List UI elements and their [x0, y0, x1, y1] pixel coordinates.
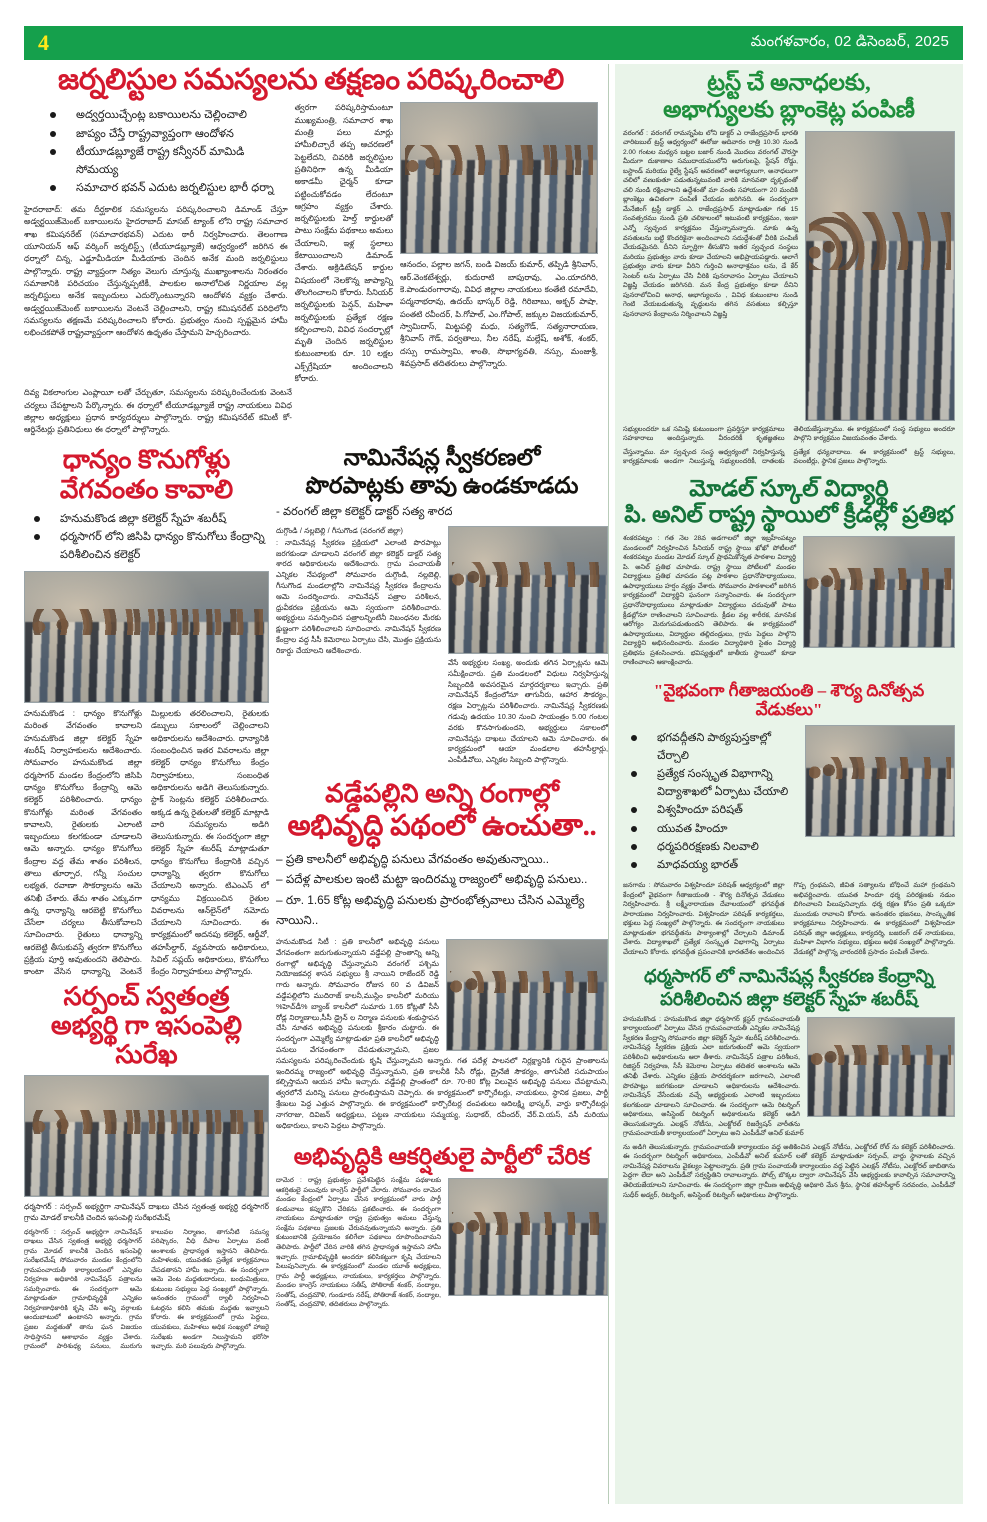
nominations-body-left: : నామినేషన్ల స్వీకరణ ప్రక్రియలో ఎలాంటి పొరపాట్లు జరగకుండా చూడాలని వరంగల్ జిల్లా కలెక్టర్ డాక్టర్ సత్య శారద అధికారులను ఆదేశించారు. గ్రామ పంచాయతీ ఎన్నికల నేపథ్యంలో సోమవారం దుగ్గొండి, నల్లబెల్లి, గీసుగొండ మండలాల్లోని నామినేషన్ల స్వీకరణ కేంద్రాలను ఆమె సందర్శించారు. నామినేషన్ పత్రాల పరిశీలన, ధ్రువీకరణ ప్రక్రియను ఆమె స్వయంగా పరిశీలించారు. అభ్యర్థులు సమర్పించిన పత్రాలన్నింటినీ నిబంధనల మేరకు క్షుణ్ణంగా పరిశీలించాలని సూచించారు. నామినేషన్ స్వీకరణ కేంద్రాల వద్ద సీసీ కెమెరాలు ఏర్పాటు చేసి, మొత్తం ప్రక్రియను రికార్డు చేయాలని ఆదేశించారు.: [276, 537, 441, 655]
article-model-school: [623, 476, 955, 672]
article-gita-jayanti: [623, 681, 955, 958]
journalists-body-col2: త్వరగా పరిష్కరిస్తామంటూ ముఖ్యమంత్రి, సమాచార శాఖ మంత్రి పలు మార్లు హామీలిచ్చారే తప్ప ఆచరణలో పెట్టలేదని, చివరికి జర్నలిస్టుల ప్రతినిధిగా ఉన్న మీడియా అకాడమీ ఛైర్మన్ కూడా పట్టించుకోవడం లేదంటూ ఆగ్రహం వ్యక్తం చేశారు. జర్నలిస్టులకు హెల్త్ కార్డులతో పాటు సంక్షేమ పథకాలు అమలు చేయాలని, ఇళ్ల స్థలాలు కేటాయించాలని డిమాండ్ చేశారు. అక్రిడిటేషన్ కార్డుల విషయంలో నెలకొన్న జాప్యాన్ని తొలగించాలని కోరారు. సీనియర్ జర్నలిస్టులకు పెన్షన్, మహిళా జర్నలిస్టులకు ప్రత్యేక రక్షణ కల్పించాలని, వివిధ సందర్భాల్లో మృతి చెందిన జర్నలిస్టుల కుటుంబాలకు రూ. 10 లక్షల ఎక్స్‌గ్రేషియా అందించాలని కోరారు.: [294, 103, 393, 383]
grain-body: హనుమకొండ : ధాన్యం కొనుగోళ్లు మరింత వేగవంతం కావాలని హనుమకొండ జిల్లా కలెక్టర్ స్నేహ శబరీష్ నిర్వాహకులను ఆదేశించారు. సోమవారం హనుమకొండ జిల్లా ధర్మసాగర్ మండల కేంద్రంలోని జిసిపి ధాన్యం కొనుగోలు కేంద్రాన్ని ఆమె కలెక్టర్ పరిశీలించారు. ధాన్యం కొనుగోళ్లు మరింత వేగవంతం కావాలని, రైతులకు ఎలాంటి ఇబ్బందులు కలగకుండా చూడాలని ఆమె అన్నారు. ధాన్యం కొనుగోలు కేంద్రాల వద్ద తేమ శాతం పరిశీలన, తాలు తూర్పార, గన్నీ సంచుల లభ్యత, రవాణా సౌకర్యాలను ఆమె తనిఖీ చేశారు. తేమ శాతం ఎక్కువగా ఉన్న ధాన్యాన్ని ఆరబెట్టి కొనుగోలు చేసేలా చర్యలు తీసుకోవాలని సూచించారు. రైతులు ధాన్యాన్ని ఆరబెట్టి తీసుకువస్తే త్వరగా కొనుగోలు ప్రక్రియ పూర్తి అవుతుందని తెలిపారు. కాంటా వేసిన ధాన్యాన్ని వెంటనే మిల్లులకు తరలించాలని, రైతులకు డబ్బులు సకాలంలో చెల్లించాలని అధికారులను ఆదేశించారు. ధాన్యానికి సంబంధించిన ఇతర వివరాలను జిల్లా కలెక్టర్ ధాన్యం కొనుగోలు కేంద్రం నిర్వాహకులు, సంబంధిత అధికారులను అడిగి తెలుసుకున్నారు. స్టాక్ సెంట్లను కలెక్టర్ పరిశీలించారు. అక్కడ ఉన్న రైతులతో కలెక్టర్ మాట్లాడి వారి సమస్యలను అడిగి తెలుసుకున్నారు. ఈ సందర్భంగా జిల్లా కలెక్టర్ స్నేహ శబరీష్ మాట్లాడుతూ ధాన్యం కొనుగోలు కేంద్రానికి వచ్చిన ధాన్యాన్ని త్వరగా కొనుగోలు చేయాలని అన్నారు. టిఎంఎస్ లో ధాన్యము విక్రయించిన రైతుల వివరాలను ఆన్‌లైన్‌లో నమోదు చేయాలని సూచించారు. ఈ కార్యక్రమంలో అదనపు కలెక్టర్, ఆర్డీవో, తహసీల్దార్, వ్యవసాయ అధికారులు, సివిల్ సప్లయ్ అధికారులు, కొనుగోలు కేంద్రం నిర్వాహకులు పాల్గొన్నారు.: [24, 709, 269, 977]
article-sarpanch: [24, 982, 269, 1356]
trust-body-part1: వరంగల్ : వరంగల్ రామన్నపేట లోని డాక్టర్ ఎ రాజేంద్రప్రసాద్ భారతి చారిటబుల్ ట్రస్ట్ ఆధ్వర్యంలో ఈరోజు ఆదివారం రాత్రి 10.30 నుండి 2.00 గంటల మధ్యన బట్టల బజార్ నుండి మొదలు వరంగల్ చౌరస్తా మీదుగా దుకాణాల సముదాయములోని అరుగులపై, స్టేషన్ రోడ్డు, బస్టాండ్ మరియు రైల్వే స్టేషన్ ఆవరణలో అభాగ్యులుగా, అనాధలుగా చలిలో వణుకుతూ పడుతున్నటువంటి వారికి మానవతా దృక్పథంతో చలి నుండి రక్షించాలని ఉద్దేశంతో మా వంతు సహాయంగా 20 మందికి బ్లాంకెట్లు ఉచితంగా పంపిణీ చేయడం జరిగినది. ఈ సందర్భంగా మేనేజింగ్ ట్రస్టీ డాక్టర్ .ఎ. రాజేంద్రప్రసాద్ మాట్లాడుతూ గత 15 సంవత్సరము నుండి ప్రతి చలికాలంలో ఇటువంటి కార్యక్రమం, ఇంకా ఎన్నో స్వచ్ఛంద కార్యక్రమం చేస్తున్నామన్నారు. మాకు ఉన్న వసతులను బట్టి కొందరికైనా అందించాలని సదుద్దేశంతో వీరికి పంపిణీ చేయడమైనది. దీనిని స్ఫూర్తిగా తీసుకొని ఇతర స్వచ్ఛంద సంస్థలు మరియు ప్రభుత్వం వారు కూడా చేయాలని అభిప్రాయపడ్డారు. అలాగే ప్రభుత్వం వారు కూడా వీరిని గుర్తించి అనాధాశ్రమం లను, డే కేర్ సెంటర్ లను ఏర్పాటు చేసి వీరికి పునరావాసం ఏర్పాటు చేయాలని విజ్ఞప్తి చేయడం జరిగినది. మన కేంద్ర ప్రభుత్వం కూడా దీనిని పునరాలోచించి అనాధ, అభాగ్యులను , వివిధ కుటుంబాల నుండి గెంటి వేయబడుతున్న వృద్ధులను తగిన వసతులు కల్పిస్తూ పునరావాస కేంద్రాలను నిర్మించాలని విజ్ఞప్తి: [623, 129, 798, 318]
dharmasagar-collector-visit-photo: [807, 1017, 955, 1117]
nominations-headline-line2: పొరపాట్లకు తావు ఉండకూడదు: [305, 473, 579, 499]
grain-headline-line2: వేగవంతం కావాలి: [59, 474, 234, 504]
journalists-body-col1: హైదరాబాద్: తమ దీర్ఘకాలిక సమస్యలను పరిష్కరించాలని డిమాండ్ చేస్తూ అడ్వర్టయిజ్‌మెంట్ బకాయిలను హైదరాబాద్ మాసబ్ ట్యాంక్ లోని రాష్ట్ర సమాచార శాఖ కమిషనరేట్ (సమాచారభవన్) ఎదుట ఠారీ నిర్వహించారు. తెలంగాణ యూనియన్ ఆఫ్ వర్కింగ్ జర్నలిస్ట్స్ (టీయూడబ్ల్యూజే) ఆధ్వర్యంలో జరిగిన ఈ ధర్నాలో చిన్న, ఎడ్జూమీడియా మీడియాకు చెందిన అనేక మంది జర్నలిస్టులు పాల్గొన్నారు. రాష్ట్ర వ్యాప్తంగా నిత్యం వెలుగు చూస్తున్న ముఖ్యాంశాలను నిరంతరం సమాజానికి పరిచయం చేస్తున్నప్పటికీ, పాలకుల అనాలోచిత నిర్ణయాల వల్ల జర్నలిస్టులు అనేక ఇబ్బందులు ఎదుర్కొంటున్నారని ఆందోళన వ్యక్తం చేశారు. అడ్వర్టయిజ్‌మెంట్ బకాయిలను వెంటనే చెల్లించాలని, రాష్ట్ర కమిషనరేట్ పరిధిలోని సమస్యలను తక్షణమే పరిష్కరించాలని కోరారు. ప్రభుత్వం నుంచి స్పష్టమైన హామీ లభించకపోతే రాష్ట్రవ్యాప్తంగా ఆందోళన ఉధృతం చేస్తామని హెచ్చరించారు.: [24, 205, 288, 338]
party-join-headline: అభివృద్ధికి ఆకర్షితులై పార్టీలో చేరిక: [293, 1144, 591, 1170]
party-joining-photo: [448, 1178, 608, 1296]
right-panel: [615, 64, 963, 1504]
grain-procurement-centre-photo: [24, 571, 269, 703]
nominations-scrutiny-photo: [448, 526, 608, 654]
vaddepalli-headline-line2: అభివృద్ధి పథంలో ఉంచుతా..: [287, 810, 597, 843]
trust-headline-line1: ట్రస్ట్ చే అనాధలకు,: [707, 70, 871, 95]
list-item: – ప్రతి కాలనీలో అభివృద్ధి పనులు వేగవంతం అవుతున్నాయి..: [276, 849, 608, 870]
sarpanch-headline-line2: అభ్యర్థి గా ఇసంపెల్లి సురేఖ: [50, 1011, 243, 1070]
grain-bullet-list: [24, 510, 269, 564]
grain-headline-line1: ధాన్యం కొనుగోళ్లు: [62, 445, 231, 475]
publication-date: మంగళవారం, 02 డిసెంబర్, 2025: [750, 32, 949, 50]
main-content-zone: [24, 64, 608, 1504]
list-item: విశ్వహిందూ పరిషత్: [631, 801, 798, 819]
trust-body-part2: సభ్యులందరూ ఒక సమిష్టి కుటుంబంగా ప్రవర్తిస్తూ కార్యక్రమాలు సహకారాలు అందిస్తున్నారు. వీరందరికీ కృతజ్ఞతలు తెలియజేస్తున్నాము. ఈ కార్యక్రమంలో సంస్థ సభ్యులు అందరూ పాల్గొని కార్యక్రమం విజయవంతం చేశారు.: [623, 425, 955, 443]
vaddepalli-dash-list: [276, 849, 608, 932]
list-item: సమాచార భవన్ ఎదుట జర్నలిస్టుల భారీ ధర్నా: [50, 179, 288, 197]
blanket-distribution-photo: [805, 131, 955, 421]
list-item: – పదేళ్ల పాలకుల ఇంటి మట్టా ఇందిరమ్మ రాజ్యంలో అభివృద్ధి పనులు..: [276, 869, 608, 890]
article-party-join: [276, 1144, 608, 1313]
list-item: ప్రత్యేక సంస్కృత విభాగాన్ని విద్యాశాఖలో ఏర్పాటు చేయాలి: [631, 765, 798, 801]
article-vaddepalli: [276, 779, 608, 1135]
trust-body-part3: చేస్తున్నాము. మా స్వచ్ఛంద సంస్థ ఆధ్వర్యంలో నిర్వహిస్తున్న కార్యక్రమాలకు అండగా నిలుస్తున్న సభ్యులందరికీ, దాతలకు ప్రత్యేక ధన్యవాదాలు. ఈ కార్యక్రమంలో ట్రస్ట్ సభ్యులు, వలంటీర్లు, స్థానిక ప్రజలు పాల్గొన్నారు.: [623, 448, 955, 466]
list-item: హనుమకొండ జిల్లా కలెక్టర్ స్నేహ శబరీష్: [34, 510, 269, 528]
article-grain: [24, 445, 269, 982]
sarpanch-body: ధర్మసాగర్ : సర్పంచ్ అభ్యర్థిగా నామినేషన్ దాఖలు చేసిన స్వతంత్ర అభ్యర్థి ధర్మసాగర్ గ్రామ మోడల్ కాలనీకి చెందిన ఇసంపెల్లి సురేఖరమేష్ సోమవారం మండల కేంద్రంలోని గ్రామపంచాయతీ కార్యాలయంలో ఎన్నికల నిర్వహణ అధికారికి నామినేషన్ పత్రాలను సమర్పించారు. ఈ సందర్భంగా ఆమె మాట్లాడుతూ గ్రామాభివృద్ధికి ఎన్నికల నిర్వహణాధికారికి కృషి చేసి అన్ని వర్గాలకు అందుబాటులో ఉంటానని అన్నారు. గ్రామ ప్రజల మద్దతుతో తాను ఘన విజయం సాధిస్తానని ఆశాభావం వ్యక్తం చేశారు. గ్రామంలో పారిశుధ్య పనులు, మురుగు కాలువల నిర్మాణం, తాగునీటి సమస్య పరిష్కారం, వీధి దీపాల ఏర్పాటు వంటి అంశాలకు ప్రాధాన్యత ఇస్తానని తెలిపారు. మహిళలకు, యువతకు ప్రత్యేక కార్యక్రమాలు చేపడతానని హామీ ఇచ్చారు. ఈ సందర్భంగా ఆమె వెంట మద్దతుదారులు, బంధుమిత్రులు, కుటుంబ సభ్యులు పెద్ద సంఖ్యలో పాల్గొన్నారు. అనంతరం గ్రామంలో ర్యాలీ నిర్వహించి ఓటర్లను కలిసి తమకు మద్దతు ఇవ్వాలని కోరారు. ఈ కార్యక్రమంలో గ్రామ పెద్దలు, యువకులు, మహిళలు అధిక సంఖ్యలో హాజరై సురేఖకు అండగా నిలుస్తామని భరోసా ఇచ్చారు. మరి పలువురు పాల్గొన్నారు.: [24, 1228, 269, 1351]
gita-jayanti-headline: "వైభవంగా గీతాజయంతి – శౌర్య దినోత్సవ వేడుకలు": [653, 680, 925, 719]
sarpanch-headline-line1: సర్పంచ్ స్వతంత్ర: [63, 982, 230, 1011]
dharmasagar-body-part2: ను అడిగి తెలుసుకున్నారు. గ్రామపంచాయతీ కార్యాలయం వద్ద అతికించిన ఎలక్షన్ నోటీసు, ఎలక్టోరల్ రోల్ ను కలెక్టర్ పరిశీలించారు. ఈ సందర్భంగా రిటర్నింగ్ అధికారులు, ఎంపీడీవో అనిల్ కుమార్ లతో కలెక్టర్ మాట్లాడుతూ సర్పంచ్, వార్డు స్థానాలకు వచ్చిన నామినేషన్ల వివరాలను వైకల్యం పెట్టాలన్నారు. ప్రతి గ్రామ పంచాయతీ కార్యాలయం వద్ద పెట్టిన ఎలక్షన్ నోటీసు, ఎలక్టోరల్ జాబితాను పెద్దగా లేదా అని ఎంపీడీవో సర్వస్థితిని రావాలన్నారు. పోల్స్ బొక్కల ద్వారా నామినేషన్ వేసి అభ్యర్థులకు కావాల్సిన సమాచారాన్ని తెలియజేయాలని సూచించారు. ఈ సందర్భంగా జిల్లా గ్రామీణ అభివృద్ధి అధికారి మేన శ్రీను, స్థానిక తహసీల్దార్ సరవందం, ఎంపీడీవో సుధీర్ అడ్వర్, రిటర్నింగ్, అసిస్టెంట్ రిటర్నింగ్ అధికారులు పాల్గొన్నారు.: [623, 1143, 955, 1199]
dharmasagar-body-part1: హనుమకొండ : హనుమకొండ జిల్లా ధర్మసాగర్ క్లస్టర్ గ్రామపంచాయతీ కార్యాలయంలో ఏర్పాటు చేసిన గ్రామపంచాయతీ ఎన్నికల నామినేషన్ల స్వీకరణ కేంద్రాన్ని సోమవారం జిల్లా కలెక్టర్ స్నేహ శబరీష్ పరిశీలించారు. నామినేషన్ల స్వీకరణ ప్రక్రియ ఎలా జరుగుతుందో ఆమె స్వయంగా పరిశీలించి అధికారులను ఆరా తీశారు. నామినేషన్ పత్రాల పరిశీలన, రిజిస్టర్ నిర్వహణ, సీసీ కెమెరాల ఏర్పాటు తదితర అంశాలను ఆమె తనిఖీ చేశారు. ఎన్నికల ప్రక్రియ పారదర్శకంగా జరగాలని, ఎలాంటి పొరపాట్లు జరగకుండా చూడాలని అధికారులను ఆదేశించారు. నామినేషన్ వేసేందుకు వచ్చే అభ్యర్థులకు ఎలాంటి ఇబ్బందులు కలగకుండా చూడాలని సూచించారు. ఈ సందర్భంగా ఆమె రిటర్నింగ్ అధికారులు, అసిస్టెంట్ రిటర్నింగ్ అధికారులను కలెక్టర్ అడిగి తెలుసుకున్నారు. ఎలక్షన్ నోటీసు, ఎలక్టోరల్ రిజర్వేషన్ వారీతను గ్రామపంచాయతీ కార్యాలయంలో ఏర్పాటు అని ఎంపీడీవో అనిల్ కుమార్: [623, 1015, 804, 1138]
list-item: టీయూడబ్ల్యూజే రాష్ట్ర కన్వీనర్ మామిడి సోమయ్య: [50, 143, 288, 179]
model-school-body: శంకరపట్నం : గత నెల 28వ అడగాలలో జిల్లా ఇబ్రహీంపట్నం మండలంలో నిర్వహించిన సీనియర్ రాష్ట్ర స్థాయి ఖోఖో పోటీలలో శంకరపట్నం మండల మోడల్ స్కూల్ ప్రాథమికోన్నత పాఠశాల విద్యార్థి పి. అనిల్ ప్రతిభ చూపాడు. రాష్ట్ర స్థాయి పోటీలలో మండల విద్యార్థులు ప్రతిభ చూపడం పట్ల పాఠశాల ప్రధానోపాధ్యాయులు, ఉపాధ్యాయులు హర్షం వ్యక్తం చేశారు. సోమవారం పాఠశాలలో జరిగిన కార్యక్రమంలో విద్యార్థిని ఘనంగా సన్మానించారు. ఈ సందర్భంగా ప్రధానోపాధ్యాయులు మాట్లాడుతూ విద్యార్థులు చదువుతో పాటు క్రీడల్లోనూ రాణించాలని సూచించారు. క్రీడల వల్ల శారీరక, మానసిక ఆరోగ్యం మెరుగుపడుతుందని తెలిపారు. ఈ కార్యక్రమంలో ఉపాధ్యాయులు, విద్యార్థుల తల్లిదండ్రులు, గ్రామ పెద్దలు పాల్గొని విద్యార్థిని అభినందించారు. మండల విద్యాధికారి సైతం విద్యార్థి ప్రతిభను ప్రశంసించారు. భవిష్యత్తులో జాతీయ స్థాయిలో కూడా రాణించాలని ఆకాంక్షించారు.: [623, 535, 796, 667]
list-item: ధర్మపరిరక్షణకు నిలవాలి: [631, 838, 798, 856]
journalists-body-tail: దివ్య వికలాంగుల ఎంప్లాయీ లతో చేర్చుతూ, సమస్యలను పరిష్కరించేందుకు వెంటనే చర్యలు చేపట్టాలని పేర్కొన్నారు. ఈ ధర్నాలో టీయూడబ్ల్యూజే రాష్ట్ర నాయకులు వివిధ జిల్లాల అధ్యక్షులు ప్రధాన కార్యదర్శులు పాల్గొన్నారు. రాష్ట్ర కమిషనరేట్ కమిటీ కో-ఆర్డినేటర్లు ప్రతినిధులు ఈ ధర్నాలో పాల్గొన్నారు.: [24, 388, 292, 435]
masthead-bar: [24, 26, 963, 60]
gita-jayanti-celebration-photo: [805, 725, 955, 837]
list-item: భగవద్గీతని పాఠ్యపుస్తకాల్లో చేర్చాలి: [631, 729, 798, 765]
article-journalists: [24, 64, 598, 436]
vaddepalli-body: హనుమకొండ సిటీ : ప్రతి కాలనీలో అభివృద్ధి పనులు వేగవంతంగా జరుగుతున్నాయని వడ్డేపల్లి ప్రాంతాన్ని అన్ని రంగాల్లో అభివృద్ధి చేస్తున్నామని వరంగల్ పశ్చిమ నియోజకవర్గ శాసన సభ్యులు శ్రీ నాయిని రాజేందర్ రెడ్డి గారు అన్నారు. సోమవారం రోజున 60 వ డివిజన్ వడ్డేపల్లిలోని ముదిరాజ్ కాలనీ,ముస్లిం కాలనీలో మరియు %హెచ్‌డీ% బ్యాంక్ కాలనీలో సుమారు 1.65 కోట్లతో సీసీ రోడ్ల నిర్మాణాలు,సీసీ డ్రైన్ ల నిర్మాణ పనులకు శంకుస్థాపన చేసి నూతన అభివృద్ధి పనులకు శ్రీకారం చుట్టారు. ఈ సందర్భంగా ఎమ్మెల్యే మాట్లాడుతూ ప్రతి కాలనీలో అభివృద్ధి పనులు వేగవంతంగా చేపడుతున్నామని, ప్రజల సమస్యలను పరిష్కరించేందుకు కృషి చేస్తున్నామని అన్నారు. గత పదేళ్ల పాలనలో నిర్లక్ష్యానికి గురైన ప్రాంతాలను ఇందిరమ్మ రాజ్యంలో అభివృద్ధి చేస్తున్నామని, ప్రతి కాలనీకి సీసీ రోడ్లు, డ్రైనేజీ సౌకర్యం, తాగునీటి సదుపాయం కల్పిస్తామని ఆయన హామీ ఇచ్చారు. వడ్డేపల్లి ప్రాంతంలో రూ. 70-80 కోట్ల విలువైన అభివృద్ధి పనులు చేపట్టామని, త్వరలోనే మరిన్ని పనులు ప్రారంభిస్తామని చెప్పారు. ఈ కార్యక్రమంలో కార్పొరేటర్లు, నాయకులు, స్థానిక ప్రజలు, పార్టీ శ్రేణులు పెద్ద ఎత్తున పాల్గొన్నారు. ఈ కార్యక్రమంలో కార్పొరేటర్ల దంపతులు ఆదిలక్ష్మి భాస్కర్, వార్డు కార్పొరేటర్లు నాగరాజు, దివిజన్ అధ్యక్షులు, పట్టణ నాయకులు సమ్మయ్య, సుధాకర్, రవీందర్, వేర్.వి.యస్, వసీ మరియు అధికారులు, కాలని పెద్దలు పాల్గొన్నారు.: [276, 937, 608, 1130]
list-item: యువత హిందూ: [631, 820, 798, 838]
list-item: ధర్మసాగర్ లోని జిసిపి ధాన్యం కొనుగోలు కేంద్రాన్ని పరిశీలించిన కలెక్టర్: [34, 528, 269, 564]
nominations-subhead: - వరంగల్ జిల్లా కలెక్టర్ డాక్టర్ సత్య శారద: [276, 505, 453, 518]
model-school-headline-line2: పి. అనిల్ రాష్ట్ర స్థాయిలో క్రీడల్లో ప్రతిభ: [624, 502, 954, 528]
column-divider: [608, 64, 609, 1504]
vaddepalli-development-photo: [446, 939, 608, 1051]
list-item: జాప్యం చేస్తే రాష్ట్రవ్యాప్తంగా ఆందోళన: [50, 125, 288, 143]
article-trust-blankets: [623, 70, 955, 467]
journalists-headline: జర్నలిస్టుల సమస్యలను తక్షణం పరిష్కరించాలి: [58, 64, 564, 96]
party-join-body: దామెర : రాష్ట్ర ప్రభుత్వం ప్రవేశపెట్టిన సంక్షేమ పథకాలకు ఆకర్షితులై పలువురు కాంగ్రెస్ పార్టీలో చేరారు. సోమవారం దామెర మండల కేంద్రంలో ఏర్పాటు చేసిన కార్యక్రమంలో వారు పార్టీ కండువాలు కప్పుకొని చేరికను ప్రకటించారు. ఈ సందర్భంగా నాయకులు మాట్లాడుతూ రాష్ట్ర ప్రభుత్వం అమలు చేస్తున్న సంక్షేమ పథకాలు ప్రజలకు చేరువవుతున్నాయని అన్నారు. ప్రతి కుటుంబానికి ప్రయోజనం కలిగేలా పథకాలు రూపొందించామని తెలిపారు. పార్టీలో చేరిన వారికి తగిన ప్రాధాన్యత ఇస్తామని హామీ ఇచ్చారు. గ్రామాభివృద్ధికి అందరూ కలిసికట్టుగా కృషి చేయాలని పిలుపునిచ్చారు. ఈ కార్యక్రమంలో మండల యూత్ అధ్యక్షులు, గ్రామ పార్టీ అధ్యక్షులు, నాయకులు, కార్యకర్తలు పాల్గొన్నారు. మండల కాంగ్రెస్ నాయకులు సతీష్, పోతిరాజ్ శంకర్, నంద్యాల, సంతోష్, చంద్రమౌళి, గుండూరు నరేష్, పోతిరాజ్ శంకర్, నంద్యాల, సంతోష్, చంద్రమౌళి, తదితరులు పాల్గొన్నారు.: [276, 1177, 441, 1309]
dharmasagar-headline-line2: పరిశీలించిన జిల్లా కలెక్టర్ స్నేహ శబరీష్: [660, 988, 918, 1009]
sarpanch-photo-caption: ధర్మసాగర్ : సర్పంచ్ అభ్యర్థిగా నామినేషన్ దాఖలు చేసిన స్వతంత్ర అభ్యర్థి ధర్మసాగర్ గ్రామ మోడల్ కాలనీకి చెందిన ఇసంపెల్లి సురేఖరమేష్: [24, 1202, 269, 1223]
model-school-headline-line1: మోడల్ స్కూల్ విద్యార్థి: [689, 475, 889, 501]
journalists-body-col3: ఆనందం, పల్లాల జగన్, బండి విజయ్ కుమార్, తప్పిడి శ్రీనివాస్, ఆర్.వెంకటేశ్వర్లు, కుదురాటి బాపురావు, ఎం.యాదగిరి, కె.పాండురంగారావు, వివిధ జిల్లాల నాయకులు కంతేటి రమాదేవి, పద్మనాభరావు, ఉదయ్ భాస్కర్ రెడ్డి, గిరిబాబు, అక్బర్ పాషా, పంతటి రవీందర్, పి.గోపాల్, ఎం.గోపాల్, జక్కుల విజయకుమార్, స్వామిదాస్, మిట్టపల్లి మధు, సత్యగౌడ్, సత్యనారాయణ, శ్రీనివాస్ గౌడ్, పర్వతాలు, నీల నరేష్, మల్లేష్, అశోక్, శంకర్, దస్సు రామస్వామి, శాంతి, సొభాగ్యవతి, నస్సు, మంజుశ్రీ, శివప్రసాద్ తదితరులు పాల్గొన్నారు.: [400, 260, 598, 368]
nominations-body-right: వేసే అభ్యర్థుల సంఖ్య, అందుకు తగిన ఏర్పాట్లను ఆమె సమీక్షించారు. ప్రతి మండలంలో విధులు నిర్వహిస్తున్న సిబ్బందికి అవసరమైన మార్గదర్శకాలు ఇచ్చారు. ప్రతి నామినేషన్ కేంద్రంలోనూ తాగునీరు, ఆహార సౌకర్యం, రక్షణ ఏర్పాట్లను పరిశీలించారు. నామినేషన్ల స్వీకరణకు గడువు ఉదయం 10.30 నుంచి సాయంత్రం 5.00 గంటల వరకు కొనసాగుతుందని, అభ్యర్థులు సకాలంలో నామినేషన్లు దాఖలు చేయాలని ఆమె సూచించారు. ఈ కార్యక్రమంలో ఆయా మండలాల తహసీల్దార్లు, ఎంపీడీవోలు, ఎన్నికల సిబ్బంది పాల్గొన్నారు.: [448, 657, 608, 765]
trust-headline-line2: అభాగ్యులకు బ్లాంకెట్ల పంపిణీ: [663, 96, 915, 122]
article-dharmasagar: [623, 966, 955, 1200]
dharmasagar-headline-line1: ధర్మసాగర్ లో నామినేషన్ల స్వీకరణ కేంద్రాన్ని: [644, 966, 934, 987]
page-number: 4: [38, 30, 49, 55]
list-item: మాధవయ్య భారత్: [631, 856, 798, 874]
middle-column: [276, 445, 608, 1322]
list-item: అద్వర్తయిచ్చేంట్ల బకాయిలను చెల్లించాలి: [50, 106, 288, 124]
gita-jayanti-bullet-list: [623, 729, 798, 874]
nominations-dateline: దుగ్గొండి / నల్లబెల్లి / గీసుగొండ (వరంగల్ జిల్లా): [276, 525, 403, 535]
model-school-student-felicitation-photo: [803, 536, 955, 648]
page-body: [24, 64, 963, 1504]
journalists-protest-photo: [400, 102, 598, 254]
journalists-bullet-list: [24, 106, 288, 197]
sarpanch-nomination-photo: [24, 1075, 269, 1197]
nominations-headline-line1: నామినేషన్ల స్వీకరణలో: [343, 445, 541, 471]
list-item: – రూ. 1.65 కోట్ల అభివృద్ధి పనులకు ప్రారంభోత్సవాలు చేసిన ఎమ్మెల్యే నాయిని..: [276, 890, 608, 931]
article-nominations: [276, 445, 608, 769]
vaddepalli-headline-line1: వడ్డేపల్లిని అన్ని రంగాల్లో: [325, 778, 559, 808]
gita-jayanti-body: జనగామ : సోమవారం విశ్వహిందూ పరిషత్ ఆధ్వర్యంలో జిల్లా కేంద్రంలో వైభవంగా గీతాజయంతి - శౌర్య దినోత్సవ వేడుకలు నిర్వహించారు. శ్రీ లక్ష్మీనారాయణ దేవాలయంలో భగవద్గీత పారాయణం నిర్వహించారు. విశ్వహిందూ పరిషత్ కార్యకర్తలు, భక్తులు పెద్ద సంఖ్యలో పాల్గొన్నారు. ఈ సందర్భంగా నాయకులు మాట్లాడుతూ భగవద్గీతను పాఠ్యాంశాల్లో చేర్చాలని డిమాండ్ చేశారు. విద్యాశాఖలో ప్రత్యేక సంస్కృత విభాగాన్ని ఏర్పాటు చేయాలని కోరారు. భగవద్గీత ప్రపంచానికి భారతదేశం అందించిన గొప్ప గ్రంథమని, జీవిత సత్యాలను బోధించే మహా గ్రంథమని అభివర్ణించారు. యువత హిందూ ధర్మ పరిరక్షణకు నడుం బిగించాలని పిలుపునిచ్చారు. ధర్మ రక్షణ కోసం ప్రతి ఒక్కరూ ముందుకు రావాలని కోరారు. అనంతరం భజనలు, సాంస్కృతిక కార్యక్రమాలు నిర్వహించారు. ఈ కార్యక్రమంలో విశ్వహిందూ పరిషత్ జిల్లా అధ్యక్షులు, కార్యదర్శి, బజరంగ్ దళ్ నాయకులు, మహిళా విభాగం సభ్యులు, భక్తులు అధిక సంఖ్యలో పాల్గొన్నారు. వేడుకల్లో పాల్గొన్న వారందరికీ ప్రసాదం పంపిణీ చేశారు.: [623, 882, 955, 956]
